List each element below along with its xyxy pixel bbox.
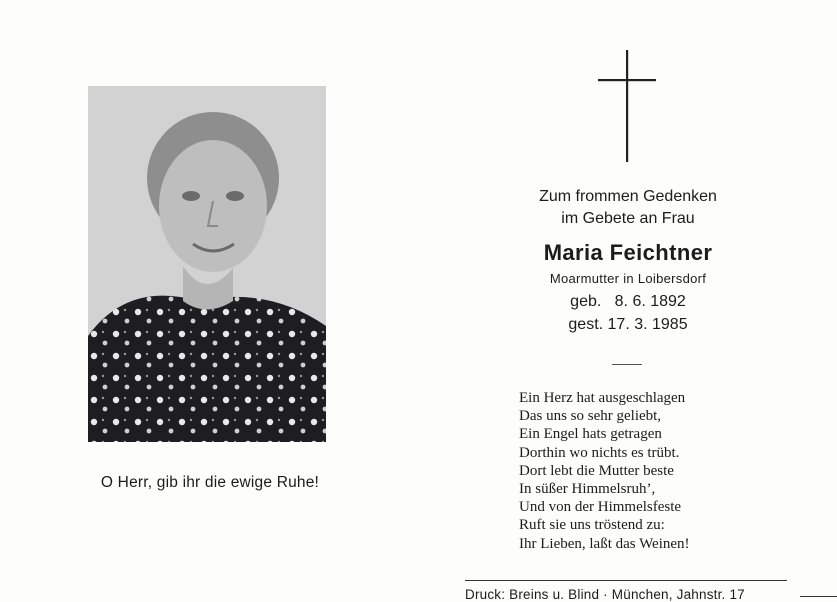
caption: O Herr, gib ihr die ewige Ruhe! <box>100 474 320 491</box>
cross-icon <box>598 50 658 162</box>
separator <box>612 364 642 365</box>
portrait-icon <box>88 86 326 442</box>
deceased-name: Maria Feichtner <box>543 240 713 265</box>
poem-line: Ein Herz hat ausgeschlagen <box>519 390 686 406</box>
poem-line: In süßer Himmelsruh’, <box>519 481 656 498</box>
birth-date: geb. 8. 6. 1892 <box>570 293 686 310</box>
poem-line: Ihr Lieben, laßt das Weinen! <box>519 535 690 552</box>
poem <box>519 389 690 553</box>
portrait-photo <box>88 86 326 442</box>
poem-line: Dort lebt die Mutter beste <box>519 462 674 479</box>
intro-line: im Gebete an Frau <box>561 210 695 227</box>
intro-line: Zum frommen Gedenken <box>539 188 717 205</box>
printer-credit: Druck: Breins u. Blind · München, Jahnstr. 17 <box>465 587 745 602</box>
footer-divider <box>465 580 787 581</box>
death-date: gest. 17. 3. 1985 <box>568 316 688 333</box>
intro-text <box>468 186 788 230</box>
poem-line: Und von der Himmelsfeste <box>519 499 682 516</box>
deceased-subtitle: Moarmutter in Loibersdorf <box>549 271 707 286</box>
poem-line: Ein Engel hats getragen <box>519 426 662 443</box>
poem-line: Das uns so sehr geliebt, <box>519 408 662 425</box>
poem-line: Dorthin wo nichts es trübt. <box>519 444 680 461</box>
life-dates <box>468 290 788 336</box>
poem-line: Ruft sie uns tröstend zu: <box>519 517 665 534</box>
